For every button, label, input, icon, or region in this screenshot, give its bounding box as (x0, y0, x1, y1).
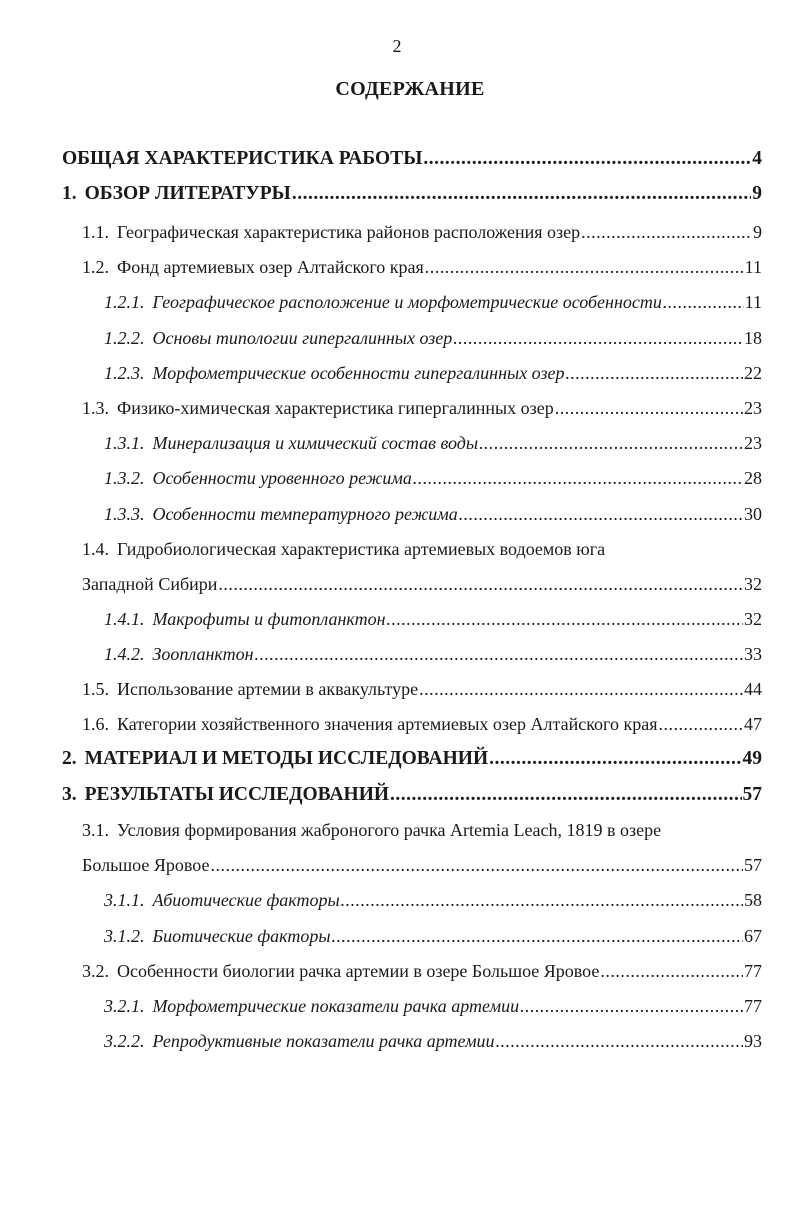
toc-entry-number: 1.5. (82, 679, 109, 699)
toc-page-number: 30 (744, 504, 762, 524)
toc-entry-3-2[interactable] (82, 959, 762, 983)
toc-entry-text-continued: Большое Яровое (82, 855, 210, 875)
toc-page-number: 23 (744, 398, 762, 418)
toc-entry-number: 3.2.1. (104, 996, 145, 1016)
toc-entry-text: Особенности температурного режима (152, 504, 458, 524)
toc-page-number: 47 (744, 714, 762, 734)
leader-dots (453, 326, 743, 350)
toc-entry-1-4-line1[interactable] (82, 537, 605, 561)
toc-entry-1-3-2[interactable] (104, 466, 762, 490)
toc-page-number: 11 (744, 292, 762, 312)
toc-entry-number: 1.2. (82, 257, 109, 277)
toc-entry-1-2-2[interactable] (104, 326, 762, 350)
toc-entry-number: 1.3.3. (104, 504, 145, 524)
leader-dots (600, 959, 743, 983)
toc-entry-number: 1.3.1. (104, 433, 145, 453)
toc-page-number: 22 (744, 363, 762, 383)
toc-page-number: 9 (752, 183, 762, 204)
toc-page-number: 44 (744, 679, 762, 699)
toc-page-number: 23 (744, 433, 762, 453)
toc-page-number: 49 (742, 748, 762, 769)
toc-entry-text: МАТЕРИАЛ И МЕТОДЫ ИССЛЕДОВАНИЙ (84, 748, 489, 769)
toc-page-number: 11 (744, 257, 762, 277)
toc-entry-3-1[interactable] (82, 853, 762, 877)
toc-page-number: 18 (744, 328, 762, 348)
toc-entry-1-2-1[interactable] (104, 290, 762, 314)
toc-page-number: 33 (744, 644, 762, 664)
toc-entry-text: Фонд артемиевых озер Алтайского края (117, 257, 424, 277)
leader-dots (341, 888, 743, 912)
toc-entry-1-1[interactable] (82, 220, 762, 244)
leader-dots (255, 642, 743, 666)
toc-page-number: 4 (752, 148, 762, 169)
toc-entry-number: 1. (62, 183, 77, 204)
toc-entry-text: Морфометрические особенности гипергалинных озер (152, 363, 565, 383)
leader-dots (423, 147, 751, 171)
toc-entry-3-2-1[interactable] (104, 994, 762, 1018)
toc-entry-3[interactable] (62, 783, 762, 807)
leader-dots (210, 853, 743, 877)
toc-entry-number: 3.2.2. (104, 1031, 145, 1051)
toc-entry-1-4-1[interactable] (104, 607, 762, 631)
toc-page-number: 57 (744, 855, 762, 875)
leader-dots (459, 502, 743, 526)
toc-entry-1-5[interactable] (82, 677, 762, 701)
leader-dots (565, 361, 743, 385)
toc-entry-1-6[interactable] (82, 712, 762, 736)
toc-entry-number: 1.3. (82, 398, 109, 418)
toc-entry-number: 3.1.2. (104, 926, 145, 946)
toc-entry-1-2-3[interactable] (104, 361, 762, 385)
toc-entry-3-1-1[interactable] (104, 888, 762, 912)
toc-entry-text: Абиотические факторы (152, 890, 340, 910)
toc-entry-number: 2. (62, 748, 77, 769)
toc-entry-number: 1.4. (82, 539, 109, 559)
toc-entry-text: Зоопланктон (152, 644, 254, 664)
leader-dots (555, 396, 743, 420)
toc-entry-3-1-line1[interactable] (82, 818, 661, 842)
leader-dots (581, 220, 752, 244)
toc-entry-number: 1.4.1. (104, 609, 145, 629)
toc-entry-text: Основы типологии гипергалинных озер (152, 328, 453, 348)
leader-dots (390, 783, 741, 807)
toc-entry-text: Условия формирования жаброногого рачка Artemia Leach, 1819 в озере (117, 820, 662, 840)
toc-page-number: 32 (744, 609, 762, 629)
toc-entry-text: Биотические факторы (152, 926, 331, 946)
toc-entry-number: 3.2. (82, 961, 109, 981)
toc-entry-number: 3. (62, 784, 77, 805)
toc-entry-text: Географическое расположение и морфометрические особенности (152, 292, 662, 312)
toc-entry-number: 1.2.2. (104, 328, 145, 348)
toc-entry-3-2-2[interactable] (104, 1029, 762, 1053)
page-number: 2 (392, 36, 402, 56)
toc-entry-1-3-1[interactable] (104, 431, 762, 455)
toc-page-number: 9 (753, 222, 762, 242)
leader-dots (479, 431, 743, 455)
toc-entry-text: Особенности уровенного режима (152, 468, 412, 488)
toc-entry-text: ОБЗОР ЛИТЕРАТУРЫ (84, 183, 291, 204)
toc-entry-text-continued: Западной Сибири (82, 574, 218, 594)
toc-page-number: 57 (742, 784, 762, 805)
toc-entry-2[interactable] (62, 747, 762, 771)
toc-entry-text: Минерализация и химический состав воды (152, 433, 479, 453)
toc-page-number: 77 (744, 996, 762, 1016)
leader-dots (496, 1029, 743, 1053)
page-title: СОДЕРЖАНИЕ (335, 78, 485, 100)
toc-page-number: 67 (744, 926, 762, 946)
toc-entry-text: РЕЗУЛЬТАТЫ ИССЛЕДОВАНИЙ (84, 784, 390, 805)
leader-dots (292, 182, 751, 206)
toc-entry-text: Макрофиты и фитопланктон (152, 609, 386, 629)
leader-dots (419, 677, 743, 701)
toc-entry-number: 3.1. (82, 820, 109, 840)
toc-page-number: 32 (744, 574, 762, 594)
toc-entry-general[interactable] (62, 147, 762, 171)
toc-entry-number: 1.2.1. (104, 292, 145, 312)
leader-dots (489, 747, 741, 771)
toc-entry-text: Гидробиологическая характеристика артемиевых водоемов юга (117, 539, 606, 559)
toc-entry-number: 1.2.3. (104, 363, 145, 383)
toc-entry-text: Морфометрические показатели рачка артемии (152, 996, 520, 1016)
leader-dots (425, 255, 744, 279)
toc-entry-text: Особенности биологии рачка артемии в озере Большое Яровое (117, 961, 600, 981)
leader-dots (387, 607, 743, 631)
toc-entry-number: 3.1.1. (104, 890, 145, 910)
toc-page-number: 58 (744, 890, 762, 910)
toc-entry-1-4[interactable] (82, 572, 762, 596)
leader-dots (663, 290, 744, 314)
toc-entry-1-3[interactable] (82, 396, 762, 420)
toc-entry-number: 1.3.2. (104, 468, 145, 488)
toc-entry-text: Физико-химическая характеристика гипергалинных озер (117, 398, 554, 418)
toc-entry-text: Географическая характеристика районов расположения озер (117, 222, 581, 242)
leader-dots (332, 924, 743, 948)
leader-dots (218, 572, 743, 596)
toc-entry-3-1-2[interactable] (104, 924, 762, 948)
toc-entry-text: ОБЩАЯ ХАРАКТЕРИСТИКА РАБОТЫ (62, 148, 423, 169)
toc-entry-1-2[interactable] (82, 255, 762, 279)
leader-dots (659, 712, 744, 736)
toc-entry-1-3-3[interactable] (104, 502, 762, 526)
leader-dots (520, 994, 743, 1018)
toc-entry-1-4-2[interactable] (104, 642, 762, 666)
toc-entry-text: Репродуктивные показатели рачка артемии (152, 1031, 495, 1051)
toc-entry-text: Категории хозяйственного значения артемиевых озер Алтайского края (117, 714, 658, 734)
toc-entry-text: Использование артемии в аквакультуре (117, 679, 419, 699)
toc-entry-number: 1.4.2. (104, 644, 145, 664)
toc-entry-1[interactable] (62, 182, 762, 206)
toc-page-number: 93 (744, 1031, 762, 1051)
toc-page-number: 28 (744, 468, 762, 488)
leader-dots (413, 466, 743, 490)
toc-entry-number: 1.1. (82, 222, 109, 242)
toc-page-number: 77 (744, 961, 762, 981)
toc-entry-number: 1.6. (82, 714, 109, 734)
